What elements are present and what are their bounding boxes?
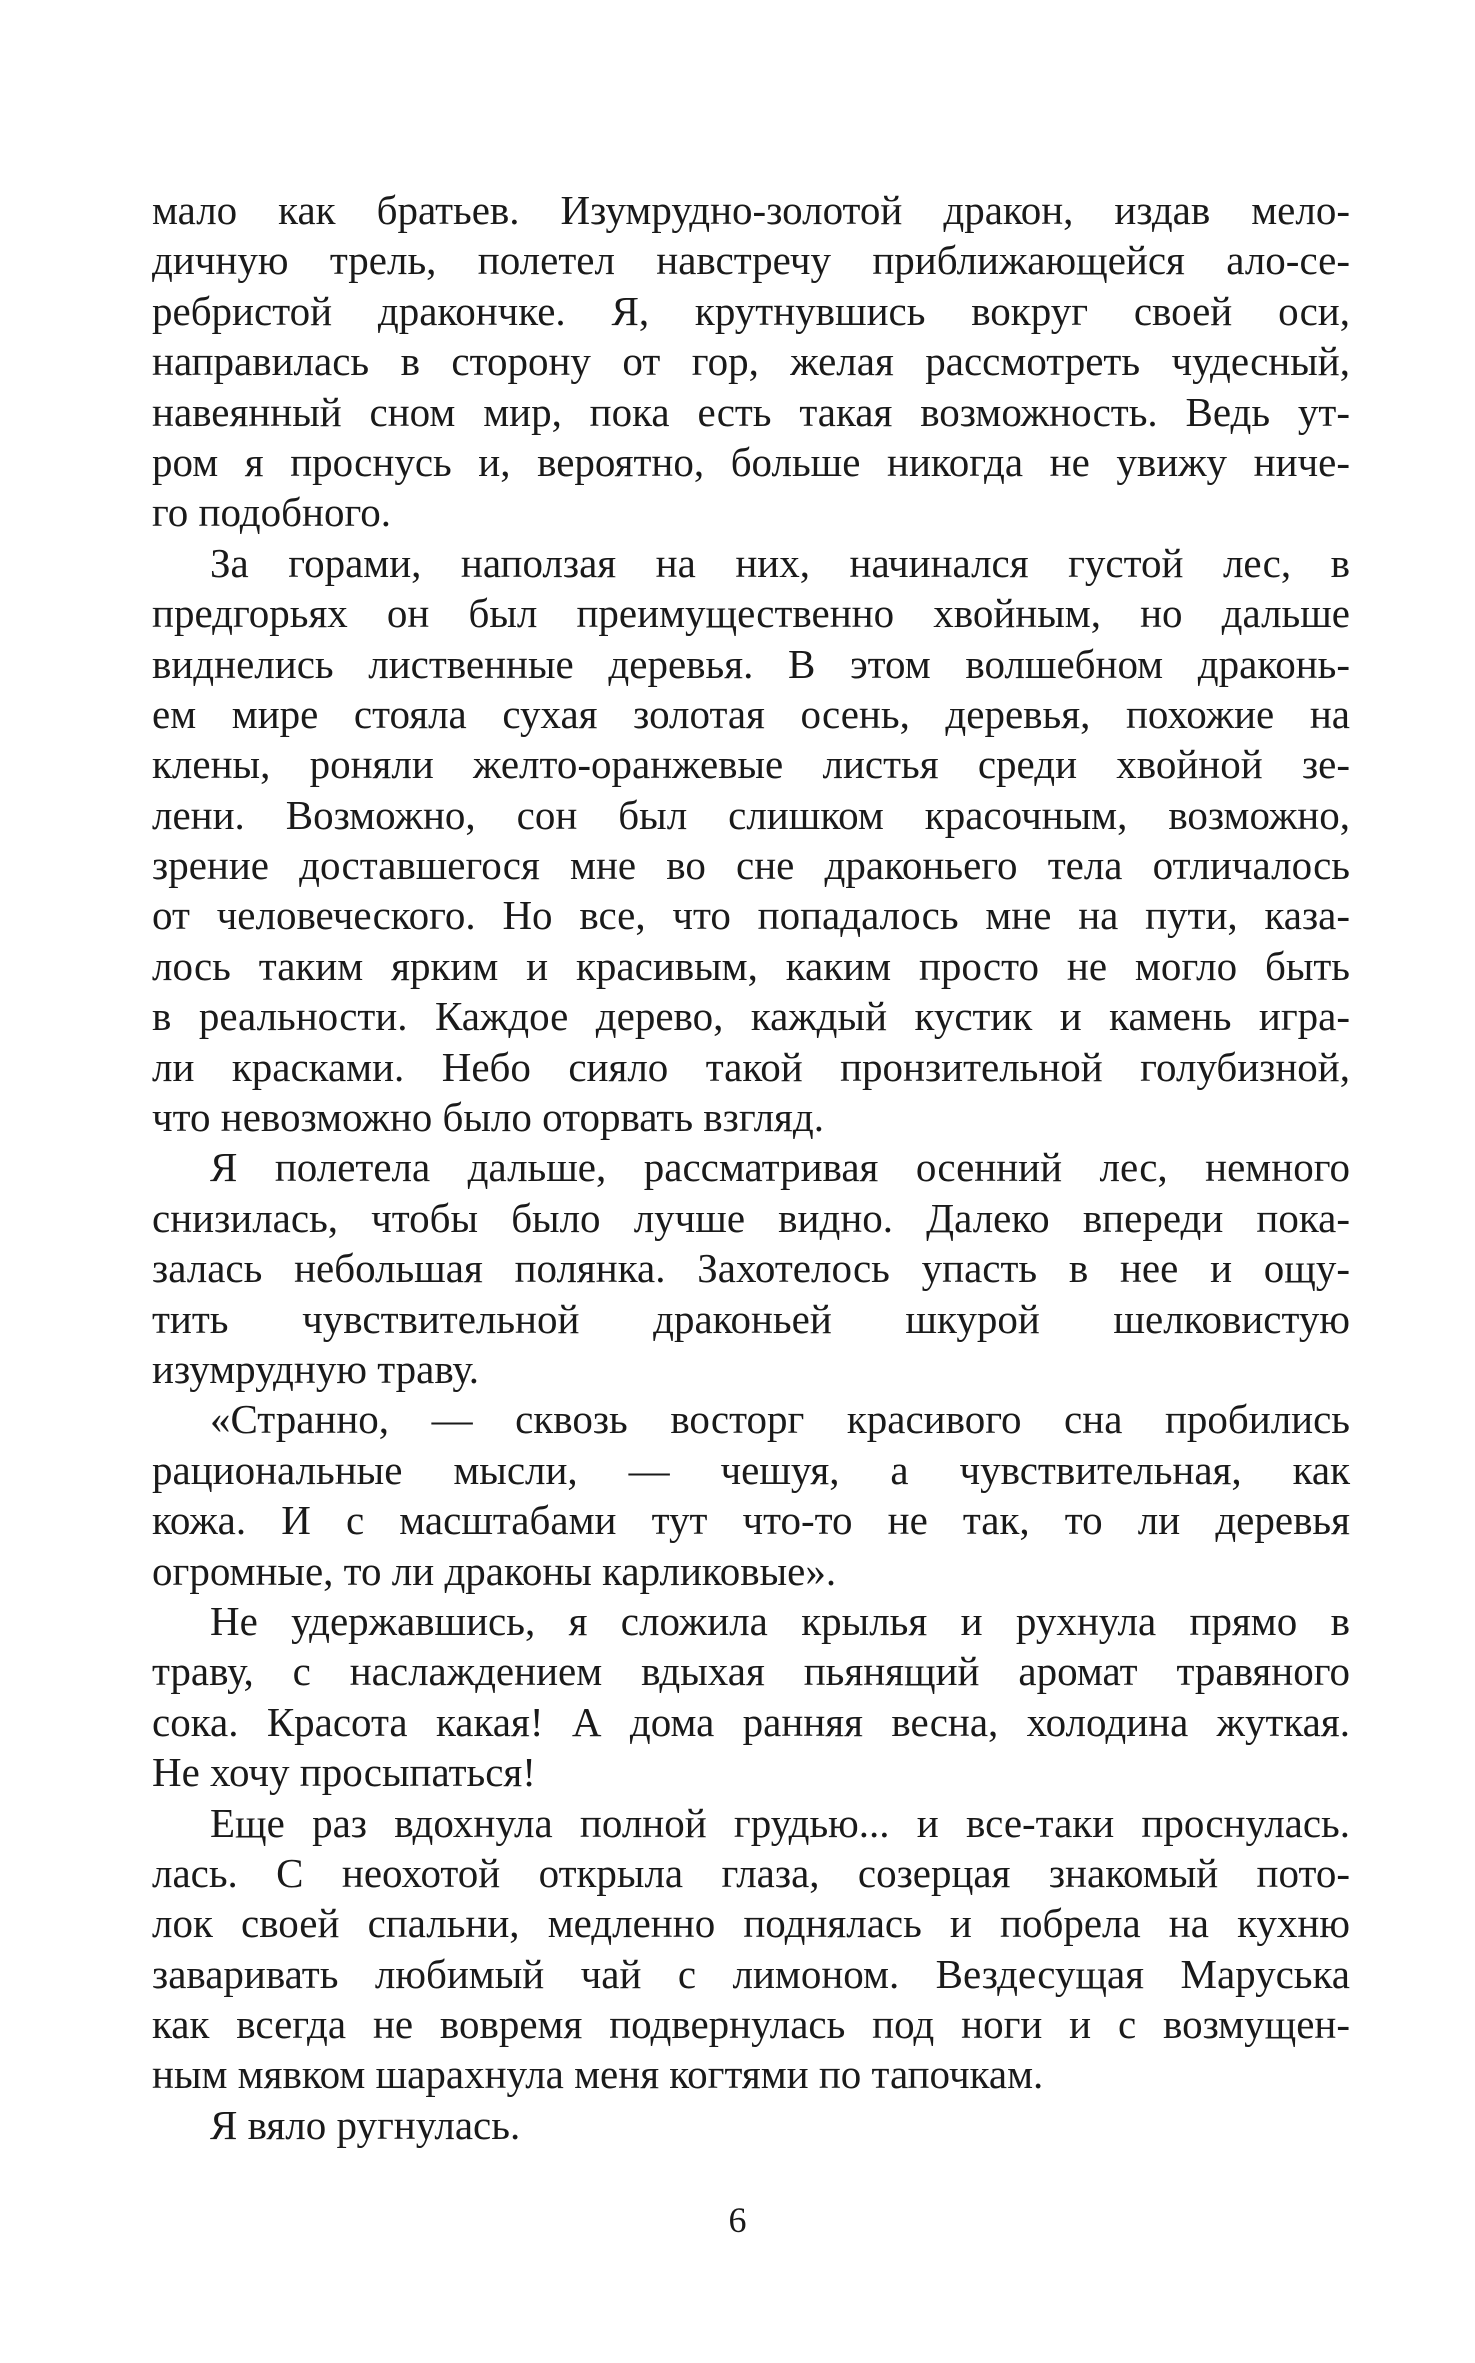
text-line: огромные, то ли драконы карликовые». [152,1547,837,1594]
text-line: Не хочу просыпаться! [152,1749,536,1796]
text-line: как всегда не вовремя подвернулась под ноги и с возмущен- [152,2001,1350,2048]
text-line: дичную трель, полетел навстречу приближающейся ало-се- [152,237,1350,284]
text-line: лок своей спальни, медленно поднялась и побрела на кухню [152,1900,1350,1947]
text-line: снизилась, чтобы было лучше видно. Далеко впереди пока- [152,1194,1350,1241]
paragraph-start: «Странно, — сквозь восторг красивого сна пробились [210,1396,1350,1443]
text-line: ем мире стояла сухая золотая осень, деревья, похожие на [152,690,1350,737]
page-text [152,185,1350,2150]
text-line: ром я проснусь и, вероятно, больше никогда не увижу ниче- [152,438,1350,485]
text-line: клены, роняли желто-оранжевые листья среди хвойной зе- [152,741,1350,788]
text-line: зрение доставшегося мне во сне драконьего тела отличалось [152,842,1350,889]
text-line: ли красками. Небо сияло такой пронзительной голубизной, [152,1043,1350,1090]
text-line: сока. Красота какая! А дома ранняя весна, холодина жуткая. [152,1698,1350,1745]
text-line: залась небольшая полянка. Захотелось упасть в нее и ощу- [152,1245,1350,1292]
text-line: мало как братьев. Изумрудно-золотой дракон, издав мело- [152,187,1350,233]
text-line: что невозможно было оторвать взгляд. [152,1094,825,1141]
text-line: виднелись лиственные деревья. В этом волшебном драконь- [152,640,1350,687]
text-line: рациональные мысли, — чешуя, а чувствительная, как [152,1446,1350,1493]
text-line: предгорьях он был преимущественно хвойным, но дальше [152,590,1350,637]
page-number: 6 [728,2200,747,2240]
text-line: навеянный сном мир, пока есть такая возможность. Ведь ут- [152,388,1350,435]
text-line: заваривать любимый чай с лимоном. Вездесущая Маруська [152,1950,1350,1997]
paragraph-start: Не удержавшись, я сложила крылья и рухнула прямо в [210,1597,1350,1644]
text-line: лось таким ярким и красивым, каким просто не могло быть [152,942,1350,989]
text-line: лась. С неохотой открыла глаза, созерцая знакомый пото- [152,1849,1350,1896]
text-line: го подобного. [152,489,392,536]
paragraph-start: За горами, наползая на них, начинался густой лес, в [210,539,1350,586]
paragraph-start: Еще раз вдохнула полной грудью... и все-таки проснулась. [210,1799,1350,1846]
text-line: в реальности. Каждое дерево, каждый кустик и камень игра- [152,993,1350,1040]
text-line: кожа. И с масштабами тут что-то не так, то ли деревья [152,1497,1350,1544]
paragraph-start: Я вяло ругнулась. [210,2101,521,2148]
text-line: лени. Возможно, сон был слишком красочным, возможно, [152,791,1350,838]
text-line: изумрудную траву. [152,1345,479,1392]
text-line: ребристой дракончке. Я, крутнувшись вокруг своей оси, [152,287,1350,334]
text-line: ным мявком шарахнула меня когтями по тапочкам. [152,2051,1044,2098]
text-line: от человеческого. Но все, что попадалось мне на пути, каза- [152,892,1350,939]
text-line: тить чувствительной драконьей шкурой шелковистую [152,1295,1350,1342]
text-line: направилась в сторону от гор, желая рассмотреть чудесный, [152,338,1350,385]
text-line: траву, с наслаждением вдыхая пьянящий аромат травяного [152,1648,1350,1695]
paragraph-start: Я полетела дальше, рассматривая осенний лес, немного [210,1144,1350,1191]
